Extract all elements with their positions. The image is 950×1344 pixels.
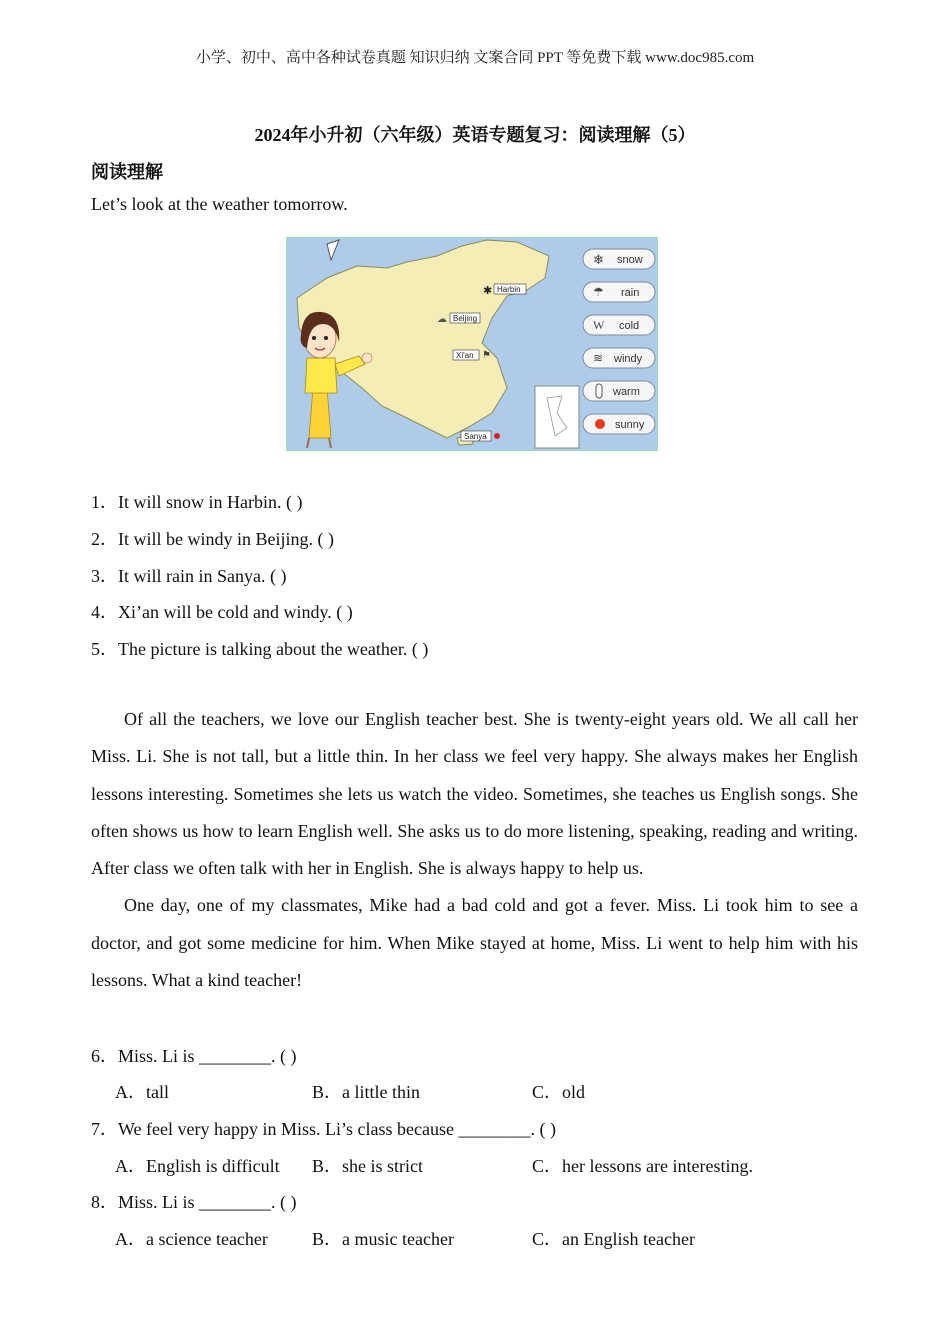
q6-option-a: A．tall: [115, 1082, 169, 1102]
document-title: 2024年小升初（六年级）英语专题复习：阅读理解（5）: [254, 125, 696, 145]
q6-option-c: C．old: [532, 1082, 586, 1102]
inset-map: [535, 386, 579, 448]
q7-option-b: B．she is strict: [312, 1156, 423, 1176]
legend-label-sunny: sunny: [615, 419, 645, 431]
teacher-jacket: [305, 358, 337, 393]
legend-label-snow: snow: [617, 254, 643, 266]
legend-label-windy: windy: [614, 353, 643, 365]
weather-map-figure: [286, 237, 658, 451]
q7-option-c: C．her lessons are interesting.: [532, 1156, 753, 1176]
city-label-harbin: Harbin: [497, 285, 521, 294]
passage-paragraph-1: Of all the teachers, we love our English teacher best. She is twenty-eight years old. We all call her Miss. Li. She is not tall, but a little thin. In her class we feel very happy. She always makes her English lessons interesting. Sometimes she lets us watch the video. Sometimes, she teaches us English songs. She often shows us how to learn English well. She asks us to do more listening, speaking, reading and writing. After class we often talk with her in English. She is always happy to help us.: [91, 709, 858, 879]
sun-mark-icon: [494, 433, 500, 439]
snow-mark-icon: ✱: [483, 285, 493, 297]
question-6: 6．Miss. Li is ________. ( ): [91, 1046, 297, 1066]
reading-passage: [91, 701, 858, 999]
legend-label-rain: rain: [621, 287, 640, 299]
weather-map-illustration: [287, 238, 657, 450]
page-header: 小学、初中、高中各种试卷真题 知识归纳 文案合同 PPT 等免费下载 www.doc985.com: [195, 50, 755, 66]
q6-option-b: B．a little thin: [312, 1082, 420, 1102]
city-xian: [453, 350, 491, 361]
legend-label-warm: warm: [613, 386, 640, 398]
question-8: 8．Miss. Li is ________. ( ): [91, 1192, 297, 1212]
question-1: 1．It will snow in Harbin. ( ): [91, 492, 303, 512]
q8-option-c: C．an English teacher: [532, 1229, 695, 1249]
question-5: 5．The picture is talking about the weather. ( ): [91, 639, 429, 659]
question-4: 4．Xi’an will be cold and windy. ( ): [91, 602, 353, 622]
legend-label-cold: cold: [619, 320, 640, 332]
rain-icon: ☂: [593, 285, 604, 299]
sunny-icon: [595, 419, 605, 429]
cold-icon: W: [593, 318, 605, 332]
question-3: 3．It will rain in Sanya. ( ): [91, 566, 287, 586]
wind-mark-icon: ⚑: [482, 350, 491, 361]
legend-snow: [583, 249, 655, 269]
windy-icon: ≋: [593, 351, 604, 365]
legend-warm: [583, 381, 655, 401]
legend-cold: [583, 315, 655, 335]
question-2: 2．It will be windy in Beijing. ( ): [91, 529, 334, 549]
q7-option-a: A．English is difficult: [115, 1156, 280, 1176]
city-beijing: [437, 313, 480, 325]
cloud-mark-icon: ☁: [437, 314, 447, 325]
city-label-xian: Xi'an: [456, 351, 474, 360]
teacher-skirt: [309, 388, 331, 438]
legend-windy: [583, 348, 655, 368]
q8-option-b: B．a music teacher: [312, 1229, 454, 1249]
teacher-hand: [362, 353, 372, 363]
city-label-sanya: Sanya: [464, 432, 487, 441]
passage-paragraph-2: One day, one of my classmates, Mike had a bad cold and got a fever. Miss. Li took him to see a doctor, and got some medicine for him. When Mike stayed at home, Miss. Li went to help him with his lessons. What a kind teacher!: [91, 895, 858, 991]
q8-option-a: A．a science teacher: [115, 1229, 268, 1249]
question-7: 7．We feel very happy in Miss. Li’s class because ________. ( ): [91, 1119, 556, 1139]
part1-intro: Let’s look at the weather tomorrow.: [91, 194, 348, 214]
snow-icon: ❄: [593, 252, 604, 267]
legend-sunny: [583, 414, 655, 434]
city-label-beijing: Beijing: [453, 314, 478, 323]
section-title: 阅读理解: [91, 162, 163, 182]
warm-icon: [596, 384, 602, 398]
legend-rain: [583, 282, 655, 302]
